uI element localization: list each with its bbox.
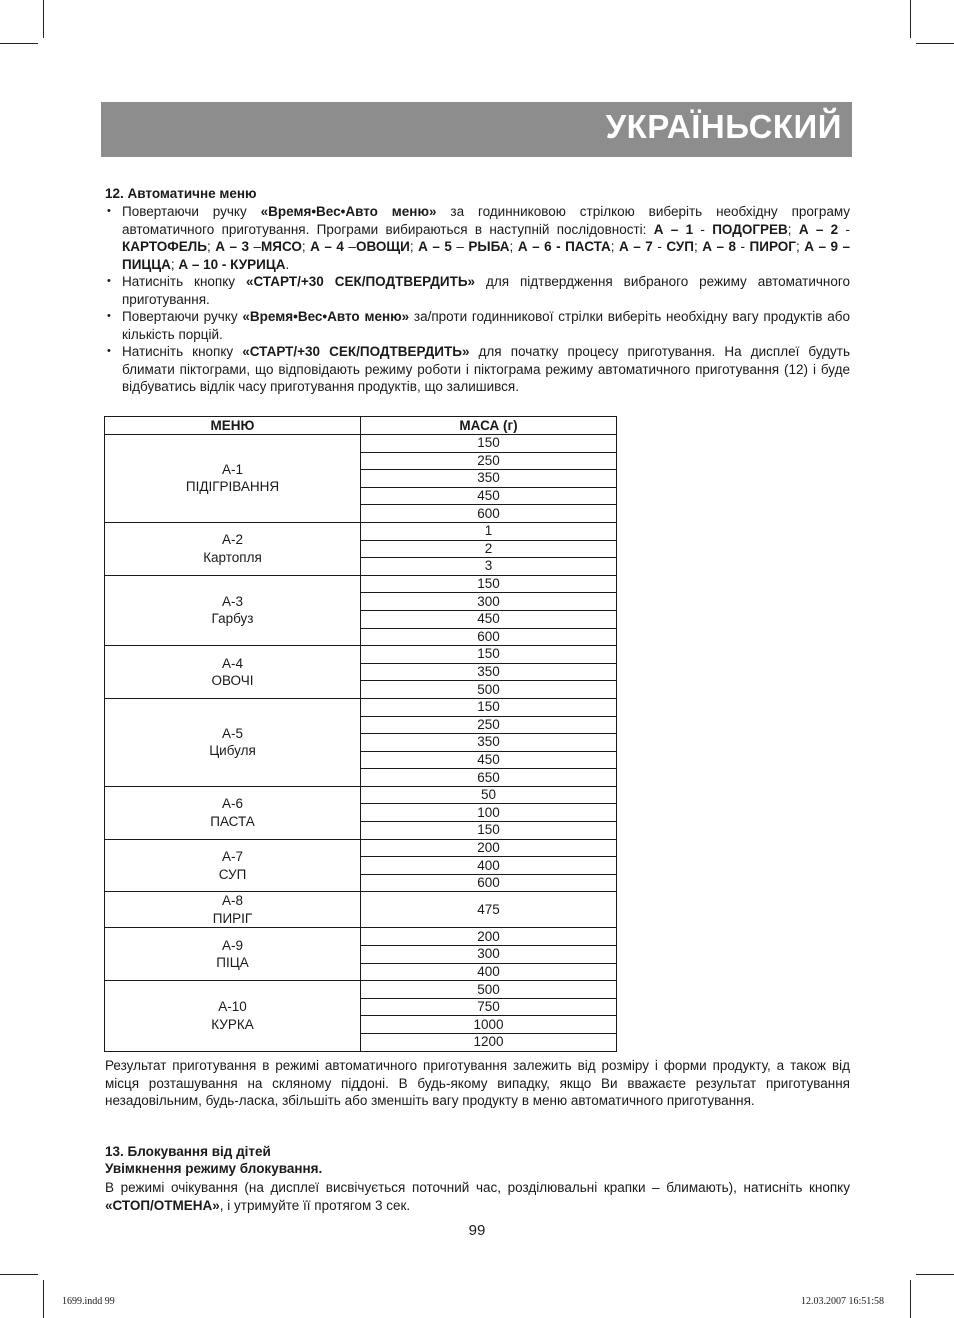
section-13-subtitle: Увімкнення режиму блокування. [105, 1161, 323, 1176]
weight-cell: 200 [361, 928, 617, 946]
weight-cell: 1000 [361, 1016, 617, 1034]
menu-program-cell [105, 575, 361, 645]
weight-cell: 450 [361, 487, 617, 505]
program-code: А-3 [221, 593, 243, 609]
program-name: СУП [218, 866, 247, 882]
weight-cell: 2 [361, 540, 617, 558]
weight-cell: 250 [361, 452, 617, 470]
weight-cell: 650 [361, 769, 617, 787]
weight-cell: 100 [361, 804, 617, 822]
crop-mark [910, 0, 911, 38]
program-name: ПИРІГ [212, 910, 253, 926]
program-code: А-7 [221, 849, 243, 865]
table-row [105, 522, 617, 540]
program-name: Цибуля [209, 743, 256, 759]
instruction-item: • Повертаючи ручку «Время•Вес•Авто меню» за/проти годинникової стрілки виберіть необхідну вагу продуктів або кількість порцій. [105, 308, 850, 343]
weight-cell: 150 [361, 575, 617, 593]
weight-cell: 150 [361, 822, 617, 840]
weight-cell: 400 [361, 857, 617, 875]
program-code: А-10 [218, 999, 247, 1015]
table-header-weight: МАСА (г) [361, 417, 617, 435]
weight-cell: 150 [361, 646, 617, 664]
menu-program-cell [105, 928, 361, 981]
weight-cell: 500 [361, 981, 617, 999]
program-name: ОВОЧІ [211, 673, 254, 689]
program-code: А-1 [221, 461, 243, 477]
instruction-list [105, 203, 850, 396]
table-body [105, 435, 617, 1052]
weight-cell: 450 [361, 751, 617, 769]
weight-cell: 750 [361, 998, 617, 1016]
table-row [105, 928, 617, 946]
program-code: А-5 [221, 725, 243, 741]
menu-program-cell [105, 892, 361, 928]
table-row [105, 892, 617, 928]
weight-cell: 350 [361, 663, 617, 681]
program-code: А-6 [221, 796, 243, 812]
auto-menu-table [104, 416, 617, 1052]
instruction-item: • Повертаючи ручку «Время•Вес•Авто меню» за годинниковою стрілкою виберіть необхідну програму автоматичного приготування. Програми вибираються в наступній послідовності: А – 1 - ПОДОГРЕВ; А – 2 - КАРТОФЕЛЬ; А – 3 –МЯСО; А – 4 –ОВОЩИ; А – 5 – РЫБА; А – 6 - ПАСТА; А – 7 - СУП; А – 8 - ПИРОГ; А – 9 – ПИЦЦА; А – 10 - КУРИЦА. [105, 203, 850, 273]
weight-cell: 250 [361, 716, 617, 734]
crop-mark [43, 1280, 44, 1318]
program-code: А-8 [221, 893, 243, 909]
weight-cell: 400 [361, 963, 617, 981]
crop-mark [0, 1274, 38, 1275]
language-title: УКРАЇНЬСКИЙ [605, 108, 842, 145]
weight-cell: 350 [361, 470, 617, 488]
crop-mark [0, 43, 38, 44]
language-header-bar [101, 102, 852, 157]
section-13-text: В режимі очікування (на дисплеї висвічується поточний час, розділювальні крапки – блимають), натисніть кнопку «СТОП/ОТМЕНА», і утримуйте її протягом 3 сек. [105, 1180, 850, 1213]
crop-mark [916, 1274, 954, 1275]
table-row [105, 435, 617, 453]
weight-cell: 1 [361, 522, 617, 540]
menu-program-cell [105, 698, 361, 786]
menu-program-cell [105, 981, 361, 1051]
section-12-title: 12. Автоматичне меню [105, 186, 257, 201]
weight-cell: 350 [361, 734, 617, 752]
program-name: ПІЦА [216, 955, 249, 971]
program-code: А-9 [221, 937, 243, 953]
program-name: ПАСТА [210, 813, 255, 829]
table-row [105, 839, 617, 857]
program-name: Гарбуз [211, 611, 254, 627]
program-name: ПІДІГРІВАННЯ [185, 479, 280, 495]
table-row [105, 646, 617, 664]
menu-program-cell [105, 786, 361, 839]
table-row [105, 786, 617, 804]
footer-file: 1699.indd 99 [62, 1296, 115, 1307]
footer-timestamp: 12.03.2007 16:51:58 [800, 1296, 884, 1307]
weight-cell: 1200 [361, 1034, 617, 1052]
weight-cell: 475 [361, 892, 617, 928]
weight-cell: 200 [361, 839, 617, 857]
weight-cell: 600 [361, 874, 617, 892]
program-name: КУРКА [211, 1016, 254, 1032]
table-header-menu: МЕНЮ [105, 417, 361, 435]
weight-cell: 450 [361, 610, 617, 628]
program-code: А-4 [221, 655, 243, 671]
program-name: Картопля [203, 549, 262, 565]
weight-cell: 600 [361, 628, 617, 646]
table-row [105, 698, 617, 716]
section-13-title: 13. Блокування від дітей [105, 1144, 271, 1159]
weight-cell: 300 [361, 946, 617, 964]
weight-cell: 3 [361, 558, 617, 576]
program-code: А-2 [221, 532, 243, 548]
menu-program-cell [105, 435, 361, 523]
weight-cell: 500 [361, 681, 617, 699]
menu-program-cell [105, 646, 361, 699]
menu-program-cell [105, 522, 361, 575]
table-row [105, 981, 617, 999]
crop-mark [910, 1280, 911, 1318]
weight-cell: 50 [361, 786, 617, 804]
menu-program-cell [105, 839, 361, 892]
weight-cell: 600 [361, 505, 617, 523]
weight-cell: 150 [361, 435, 617, 453]
weight-cell: 300 [361, 593, 617, 611]
instruction-item: • Натисніть кнопку «СТАРТ/+30 СЕК/ПОДТВЕРДИТЬ» для підтвердження вибраного режиму автоматичного приготування. [105, 273, 850, 308]
crop-mark [916, 43, 954, 44]
crop-mark [43, 0, 44, 38]
page-number: 99 [468, 1222, 486, 1239]
instruction-item: • Натисніть кнопку «СТАРТ/+30 СЕК/ПОДТВЕРДИТЬ» для початку процесу приготування. На дисплеї будуть блимати піктограми, що відповідають режиму роботи і піктограма режиму автоматичного приготування (12) і буде відбуватись відлік часу приготування продуктів, що залишився. [105, 343, 850, 396]
result-note: Результат приготування в режимі автоматичного приготування залежить від розміру і форми продукту, а також від місця розташування на скляному піддоні. В будь-якому випадку, якщо Ви вважаєте результат приготування незадовільним, будь-ласка, збільшіть або зменшіть вагу продукту в меню автоматичного приготування. [105, 1058, 850, 1108]
table-row [105, 575, 617, 593]
weight-cell: 150 [361, 698, 617, 716]
